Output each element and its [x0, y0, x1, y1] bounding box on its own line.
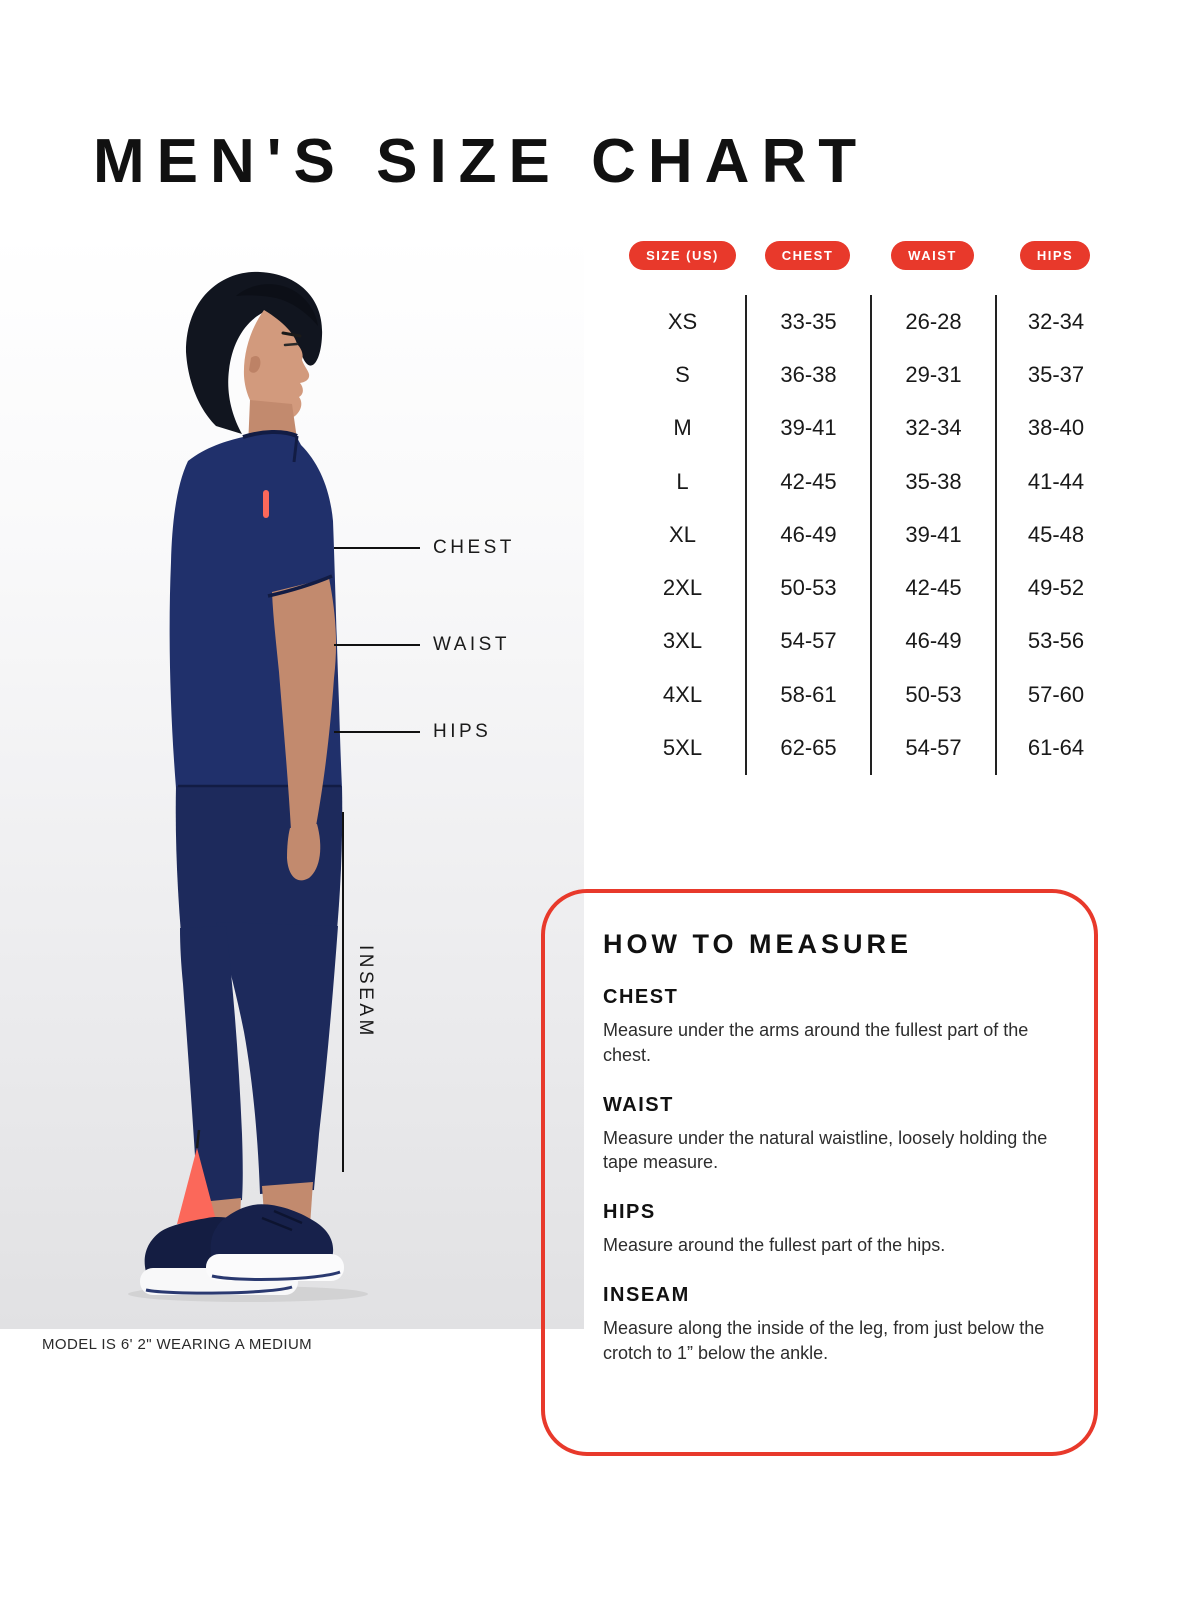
- model-illustration: [0, 232, 584, 1329]
- callout-waist-label: WAIST: [433, 634, 510, 655]
- measure-section-chest: [603, 986, 1054, 1068]
- size-cell-waist: 26-28: [870, 295, 995, 348]
- header-cell: [995, 241, 1115, 270]
- table-row: [620, 508, 1115, 561]
- chest-zipper: [263, 490, 269, 518]
- size-cell-chest: 46-49: [745, 508, 870, 561]
- measure-heading-waist: WAIST: [603, 1093, 674, 1116]
- measure-text-chest: Measure under the arms around the fullest part of the chest.: [603, 1020, 1029, 1065]
- how-to-measure-title: HOW TO MEASURE: [603, 929, 913, 959]
- size-cell-chest: 62-65: [745, 721, 870, 774]
- measure-text-hips: Measure around the fullest part of the hips.: [603, 1235, 946, 1256]
- header-pill-size: SIZE (US): [629, 241, 736, 270]
- model-caption: MODEL IS 6' 2" WEARING A MEDIUM: [42, 1336, 313, 1353]
- size-cell-size: 4XL: [662, 681, 703, 707]
- table-row: [620, 455, 1115, 508]
- callout-inseam-label: INSEAM: [355, 945, 376, 1039]
- size-cell-hips: 35-37: [995, 348, 1115, 401]
- callout-waist: [334, 634, 510, 656]
- table-row: [620, 295, 1115, 348]
- size-cell-hips: 49-52: [995, 561, 1115, 614]
- size-cell-hips: 41-44: [995, 455, 1115, 508]
- measure-heading-chest: CHEST: [603, 986, 679, 1008]
- table-row: [620, 561, 1115, 614]
- measure-heading-inseam: INSEAM: [603, 1284, 690, 1307]
- header-pill-waist: WAIST: [891, 241, 974, 270]
- callout-chest: [334, 537, 515, 559]
- size-cell-chest: 50-53: [745, 561, 870, 614]
- table-row: [620, 402, 1115, 455]
- size-cell-hips: 45-48: [995, 508, 1115, 561]
- header-cell: [870, 241, 995, 270]
- size-cell-size: 5XL: [662, 735, 703, 761]
- page-title: MEN'S SIZE CHART: [93, 126, 869, 196]
- sneakers: [140, 1204, 344, 1295]
- measure-section-waist: [603, 1094, 1054, 1176]
- callout-line: [334, 731, 420, 733]
- table-row: [620, 721, 1115, 774]
- size-table-rows: [620, 295, 1115, 775]
- size-cell-chest: 54-57: [745, 615, 870, 668]
- size-cell-size: XL: [669, 521, 696, 547]
- table-row: [620, 615, 1115, 668]
- size-cell-waist: 54-57: [870, 721, 995, 774]
- measure-text-waist: Measure under the natural waistline, loosely holding the tape measure.: [603, 1127, 1048, 1173]
- size-cell-chest: 36-38: [745, 348, 870, 401]
- size-cell-hips: 61-64: [995, 721, 1115, 774]
- size-cell-chest: 33-35: [745, 295, 870, 348]
- size-cell-waist: 35-38: [870, 455, 995, 508]
- size-cell-hips: 32-34: [995, 295, 1115, 348]
- header-pill-chest: CHEST: [765, 241, 851, 270]
- size-table: [620, 241, 1115, 775]
- size-cell-waist: 39-41: [870, 508, 995, 561]
- size-cell-size: XS: [667, 308, 698, 334]
- size-cell-waist: 50-53: [870, 668, 995, 721]
- size-cell-hips: 38-40: [995, 402, 1115, 455]
- size-cell-chest: 39-41: [745, 402, 870, 455]
- size-cell-size: S: [675, 361, 690, 387]
- model-photo-area: [0, 232, 584, 1329]
- header-cell: [620, 241, 745, 270]
- size-cell-waist: 42-45: [870, 561, 995, 614]
- size-cell-chest: 42-45: [745, 455, 870, 508]
- size-cell-chest: 58-61: [745, 668, 870, 721]
- size-cell-waist: 32-34: [870, 402, 995, 455]
- callout-inseam-line: [342, 812, 344, 1172]
- header-pill-hips: HIPS: [1020, 241, 1090, 270]
- size-cell-size: M: [673, 415, 692, 441]
- size-cell-size: 2XL: [662, 575, 703, 601]
- size-cell-size: 3XL: [662, 628, 703, 654]
- size-cell-hips: 57-60: [995, 668, 1115, 721]
- table-row: [620, 348, 1115, 401]
- how-to-measure-box: [541, 889, 1098, 1456]
- callout-chest-label: CHEST: [433, 537, 515, 558]
- measure-text-inseam: Measure along the inside of the leg, from just below the crotch to 1” below the ankle.: [603, 1318, 1045, 1363]
- callout-line: [334, 547, 420, 549]
- header-cell: [745, 241, 870, 270]
- size-cell-hips: 53-56: [995, 615, 1115, 668]
- measure-section-inseam: [603, 1284, 1054, 1366]
- measure-section-hips: [603, 1201, 1054, 1258]
- callout-hips-label: HIPS: [433, 721, 492, 742]
- callout-line: [334, 644, 420, 646]
- size-cell-size: L: [676, 468, 689, 494]
- size-cell-waist: 46-49: [870, 615, 995, 668]
- size-cell-waist: 29-31: [870, 348, 995, 401]
- measure-heading-hips: HIPS: [603, 1201, 656, 1224]
- callout-hips: [334, 721, 491, 743]
- size-table-header-row: [620, 241, 1115, 270]
- table-row: [620, 668, 1115, 721]
